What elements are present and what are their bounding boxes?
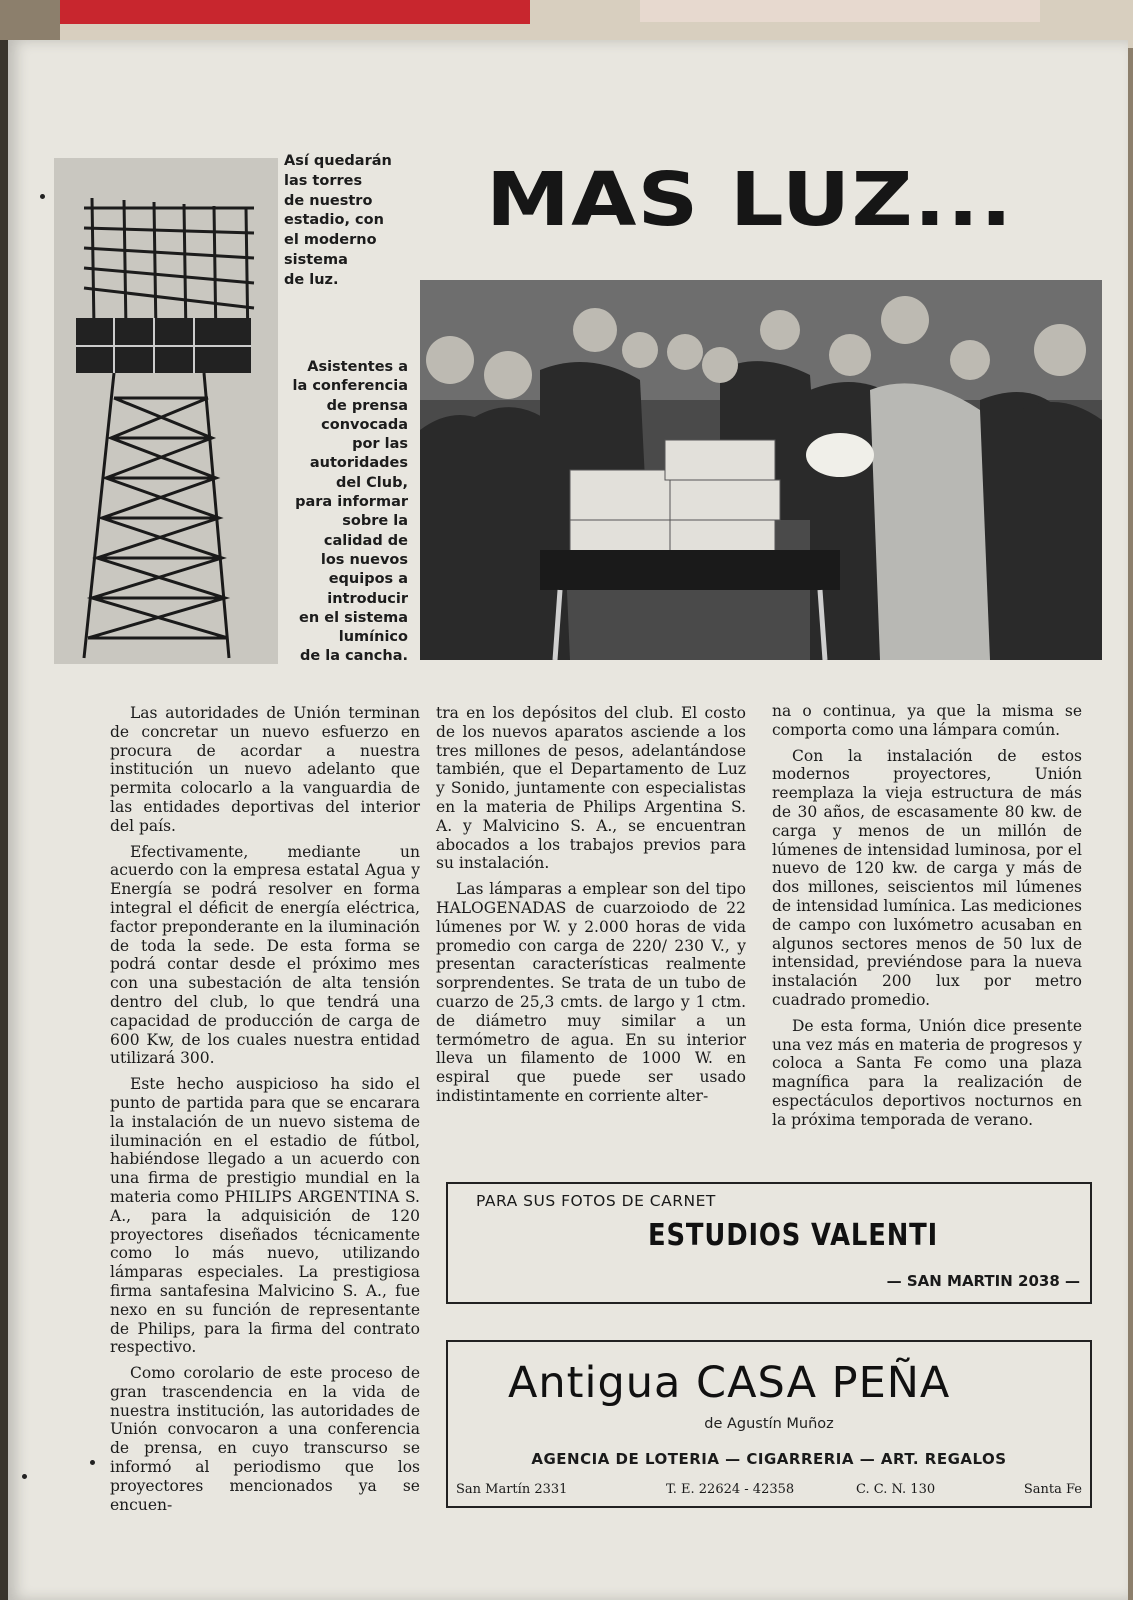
ad-tagline: PARA SUS FOTOS DE CARNET [476, 1192, 716, 1210]
article-column-1 [110, 704, 420, 1521]
caption-line: de luz. [284, 271, 339, 288]
casa-pena-ad [446, 1340, 1092, 1508]
article-paragraph: tra en los depósitos del club. El costo de los nuevos aparatos asciende a los tres millones de pesos, adelantándose también, que el Departamento de Luz y Sonido, juntamente con especialistas en la materia de Philips Argentina S. A. y Malvicino S. A., se encuentran abocados a los trabajos previos para su instalación. [436, 704, 746, 873]
article-paragraph: Este hecho auspicioso ha sido el punto de partida para que se encarara la instalación de un nuevo sistema de iluminación en el estadio de fútbol, habiéndose llegado a un acuerdo con una firma de prestigio mundial en la materia como PHILIPS ARGENTINA S. A., para la adquisición de 120 proyectores diseñados técnicamente como lo más nuevo, utilizando lámparas especiales. La prestigiosa firma santafesina Malvicino S. A., fue nexo en su función de representante de Philips, para la firma del contrato respectivo. [110, 1075, 420, 1357]
caption-line: convocada [321, 416, 408, 433]
ad-address: — SAN MARTIN 2038 — [886, 1272, 1080, 1290]
article-paragraph: Las lámparas a emplear son del tipo HALOGENADAS de cuarzoiodo de 22 lúmenes por W. y 2.000 horas de vida promedio con carga de 220/ 230 V., y presentan características realmente sorprendentes. Se trata de un tubo de cuarzo de 25,3 cmts. de largo y 1 ctm. de diámetro muy similar a un termómetro de agua. En su interior lleva un filamento de 1000 W. en espiral que puede ser usado indistintamente en corriente alter- [436, 880, 746, 1105]
caption-line: introducir [327, 590, 408, 607]
caption-line: para informar [295, 494, 408, 511]
article-paragraph: Como corolario de este proceso de gran trascendencia en la vida de nuestra institución, las autoridades de Unión convocaron a una conferencia de prensa, en cuyo transcurso se informó al periodismo que los proyectores mencionados ya se encuen- [110, 1364, 420, 1514]
caption-line: las torres [284, 172, 363, 189]
photo-caption [262, 358, 408, 667]
valenti-ad [446, 1182, 1092, 1304]
caption-line: de la cancha. [300, 648, 408, 665]
ad-owner: de Agustín Muñoz [704, 1416, 834, 1432]
article-paragraph: Con la instalación de estos modernos proyectores, Unión reemplaza la vieja estructura de más de 30 años, de escasamente 80 kw. de carga y menos de un millón de lúmenes de intensidad luminosa, por el nuevo de 120 kw. de carga y más de dos millones, seiscientos mil lúmenes de intensidad lumínica. Las mediciones de campo con luxómetro acusaban en algunos sectores menos de 50 lux de intensidad, previéndose para la nueva instalación 200 lux por metro cuadrado promedio. [772, 746, 1082, 1009]
ad-address: San Martín 2331 [456, 1482, 568, 1497]
ad-city: Santa Fe [1023, 1482, 1082, 1497]
background-paper-scrap [640, 0, 1040, 22]
article-paragraph: De esta forma, Unión dice presente una vez más en materia de progresos y coloca a Santa Fe como una plaza magnífica para la realización de espectáculos deportivos nocturnos en la próxima temporada de verano. [772, 1016, 1082, 1129]
caption-line: equipos a [328, 571, 408, 588]
caption-line: Así quedarán [284, 153, 392, 169]
caption-line: de nuestro [284, 192, 373, 209]
caption-line: los nuevos [320, 551, 408, 568]
background-red-banner [60, 0, 530, 24]
caption-line: por las [352, 436, 408, 453]
ad-ccn: C. C. N. 130 [856, 1482, 936, 1497]
ad-phone: T. E. 22624 - 42358 [666, 1482, 795, 1497]
caption-line: Asistentes a [307, 359, 408, 375]
caption-line: el moderno [284, 232, 377, 249]
article-title: MAS LUZ... [486, 157, 1014, 243]
ad-business-name: ESTUDIOS VALENTI [648, 1218, 939, 1253]
tower-illustration [54, 158, 278, 664]
caption-line: del Club, [335, 474, 408, 491]
caption-line: sobre la [342, 513, 408, 530]
press-conference-photo [420, 280, 1102, 660]
article-paragraph: Efectivamente, mediante un acuerdo con la empresa estatal Agua y Energía se podrá resolver en forma integral el déficit de energía eléctrica, factor preponderante en la iluminación de toda la sede. De esta forma se podrá contar desde el próximo mes con una subestación de alta tensión dentro del club, lo que tendrá una capacidad de producción de carga de 600 Kw, de los cuales nuestra entidad utilizará 300. [110, 842, 420, 1068]
article-paragraph: na o continua, ya que la misma se comporta como una lámpara común. [772, 702, 1082, 739]
caption-line: en el sistema [299, 609, 408, 626]
caption-line: autoridades [309, 455, 408, 472]
ad-services: AGENCIA DE LOTERIA — CIGARRERIA — ART. REGALOS [531, 1450, 1007, 1468]
article-column-3 [772, 702, 1082, 1137]
caption-line: de prensa [326, 397, 408, 414]
page-speck [40, 194, 45, 199]
article-paragraph: Las autoridades de Unión terminan de concretar un nuevo esfuerzo en procura de acordar a nuestra institución un nuevo adelanto que permita colocarlo a la vanguardia de las entidades deportivas del interior del país. [110, 704, 420, 835]
caption-line: estadio, con [284, 212, 384, 229]
article-column-2 [436, 704, 746, 1113]
caption-line: sistema [284, 251, 348, 268]
caption-line: calidad de [323, 532, 408, 549]
page-speck [90, 1460, 95, 1465]
caption-line: lumínico [338, 629, 408, 646]
ad-business-name: Antigua CASA PEÑA [508, 1358, 951, 1408]
page-speck [22, 1474, 27, 1479]
caption-line: la conferencia [292, 378, 408, 395]
tower-caption [284, 152, 424, 291]
